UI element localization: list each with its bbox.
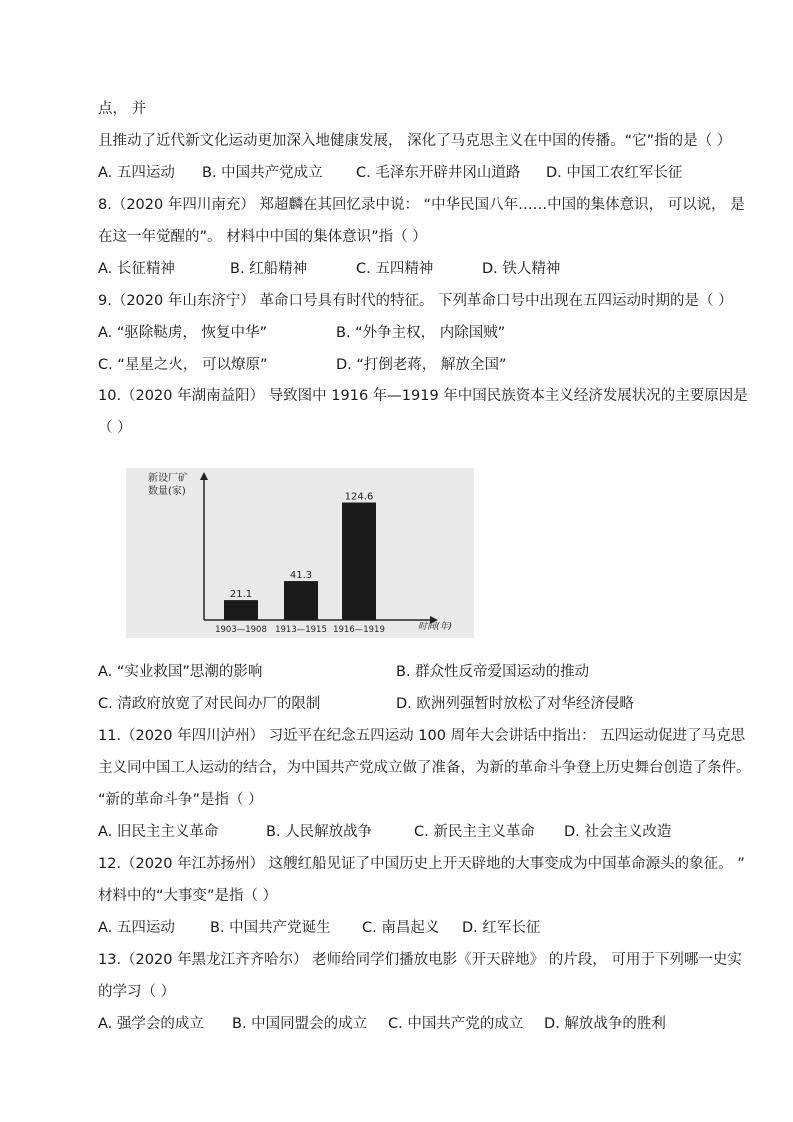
question-11-stem-line2: 主义同中国工人运动的结合，为中国共产党成立做了准备，为新的革命斗争登上历史舞台创造了条件。 xyxy=(98,760,751,776)
option-a[interactable]: A. 强学会的成立 xyxy=(98,1016,204,1032)
bar-value-label-3: 124.6 xyxy=(344,491,374,503)
option-b[interactable]: B. 红船精神 xyxy=(230,261,308,277)
chart-svg xyxy=(126,468,474,638)
option-c[interactable]: C. 毛泽东开辟井冈山道路 xyxy=(356,165,521,181)
question-7-stem-continued: 点， 并 xyxy=(98,101,147,117)
option-d[interactable]: D. 红军长征 xyxy=(462,920,541,936)
bar-3 xyxy=(342,503,376,620)
factory-count-bar-chart xyxy=(126,468,474,638)
x-tick-label-3: 1916—1919 xyxy=(333,625,385,635)
option-d[interactable]: D. 解放战争的胜利 xyxy=(544,1016,666,1032)
option-d[interactable]: D. 欧洲列强暂时放松了对华经济侵略 xyxy=(396,696,634,712)
option-b[interactable]: B. 中国共产党成立 xyxy=(202,165,323,181)
question-11-stem-line3: “新的革命斗争”是指（ ） xyxy=(98,792,263,808)
option-a[interactable]: A. 五四运动 xyxy=(98,920,175,936)
question-8-stem: 8.（2020 年四川南充） 郑超麟在其回忆录中说： “中华民国八年……中国的集体意识， 可以说， 是 xyxy=(98,197,745,213)
option-a[interactable]: A. 五四运动 xyxy=(98,165,175,181)
bar-1 xyxy=(224,600,258,620)
question-13-stem: 13.（2020 年黑龙江齐齐哈尔） 老师给同学们播放电影《开天辟地》 的片段， 可用于下列哪一史实 xyxy=(98,952,742,968)
question-7-stem: 且推动了近代新文化运动更加深入地健康发展， 深化了马克思主义在中国的传播。“它”指的是（ ） xyxy=(98,133,732,149)
option-c[interactable]: C. “星星之火， 可以燎原” xyxy=(98,357,268,373)
question-8-stem-line2: 在这一年觉醒的”。 材料中中国的集体意识”指（ ） xyxy=(98,229,427,245)
option-c[interactable]: C. 新民主主义革命 xyxy=(414,824,535,840)
x-tick-label-1: 1903—1908 xyxy=(215,625,267,635)
question-13-stem-line2: 的学习（ ） xyxy=(98,984,176,1000)
option-a[interactable]: A. “驱除鞑虏， 恢复中华” xyxy=(98,325,268,341)
option-c[interactable]: C. 南昌起义 xyxy=(362,920,440,936)
option-c[interactable]: C. 五四精神 xyxy=(356,261,434,277)
option-c[interactable]: C. 清政府放宽了对民间办厂的限制 xyxy=(98,696,321,712)
bar-value-label-1: 21.1 xyxy=(229,589,253,601)
option-b[interactable]: B. 群众性反帝爱国运动的推动 xyxy=(396,664,590,680)
question-12-stem: 12.（2020 年江苏扬州） 这艘红船见证了中国历史上开天辟地的大事变成为中国革命源头的象征。 ” xyxy=(98,856,745,872)
x-axis-label: 时间(年) xyxy=(418,622,453,632)
question-11-stem: 11.（2020 年四川泸州） 习近平在纪念五四运动 100 周年大会讲话中指出： 五四运动促进了马克思 xyxy=(98,728,746,744)
option-b[interactable]: B. 人民解放战争 xyxy=(266,824,373,840)
option-d[interactable]: D. 社会主义改造 xyxy=(564,824,672,840)
y-axis-label-line2: 数量(家) xyxy=(148,486,186,497)
option-b[interactable]: B. 中国同盟会的成立 xyxy=(232,1016,368,1032)
bar-value-label-2: 41.3 xyxy=(289,570,313,582)
option-b[interactable]: B. “外争主权， 内除国贼” xyxy=(336,325,506,341)
option-b[interactable]: B. 中国共产党诞生 xyxy=(210,920,331,936)
option-d[interactable]: D. 铁人精神 xyxy=(482,261,561,277)
question-10-stem-line2: （ ） xyxy=(98,420,132,436)
option-a[interactable]: A. “实业救国”思潮的影响 xyxy=(98,664,263,680)
option-d[interactable]: D. 中国工农红军长征 xyxy=(546,165,683,181)
question-10-stem: 10.（2020 年湖南益阳） 导致图中 1916 年—1919 年中国民族资本主义经济发展状况的主要原因是 xyxy=(98,388,748,404)
option-d[interactable]: D. “打倒老蒋， 解放全国” xyxy=(336,357,507,373)
question-9-stem: 9.（2020 年山东济宁） 革命口号具有时代的特征。 下列革命口号中出现在五四运动时期的是（ ） xyxy=(98,293,733,309)
question-12-stem-line2: 材料中的“大事变”是指（ ） xyxy=(98,888,278,904)
option-a[interactable]: A. 长征精神 xyxy=(98,261,175,277)
x-tick-label-2: 1913—1915 xyxy=(275,625,327,635)
y-axis-label-line1: 新设厂矿 xyxy=(148,473,188,484)
bar-2 xyxy=(284,581,318,620)
option-c[interactable]: C. 中国共产党的成立 xyxy=(388,1016,524,1032)
option-a[interactable]: A. 旧民主主义革命 xyxy=(98,824,219,840)
y-axis-arrow xyxy=(200,472,208,480)
